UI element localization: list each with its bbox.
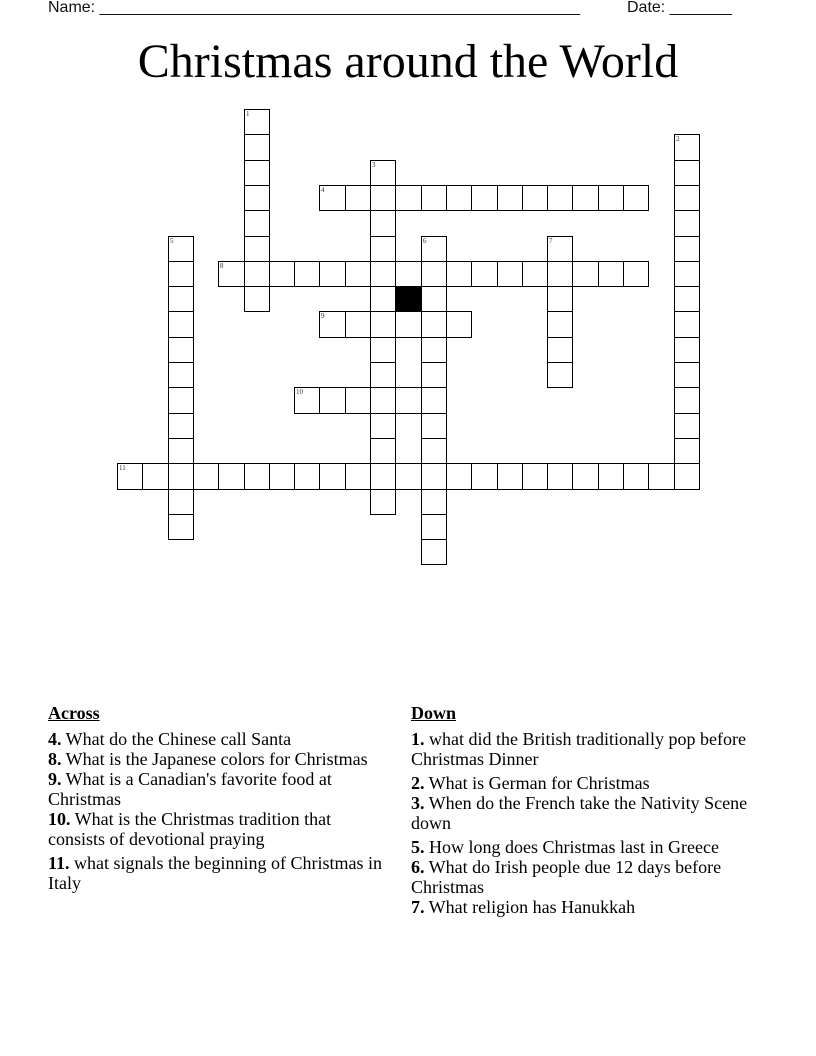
- crossword-cell[interactable]: [244, 134, 270, 161]
- crossword-cell[interactable]: [421, 438, 447, 464]
- crossword-cell[interactable]: [244, 286, 270, 312]
- crossword-cell[interactable]: [471, 185, 498, 211]
- crossword-cell[interactable]: [674, 413, 700, 439]
- crossword-cell[interactable]: [674, 362, 700, 388]
- crossword-cell[interactable]: [370, 261, 396, 287]
- clue-text: what did the British traditionally pop before Christmas Dinner: [411, 729, 746, 769]
- crossword-cell[interactable]: [168, 387, 194, 414]
- crossword-cell[interactable]: [244, 261, 270, 287]
- crossword-cell[interactable]: [168, 311, 194, 338]
- down-clue: [411, 857, 751, 897]
- clue-text: what signals the beginning of Christmas in Italy: [48, 853, 382, 893]
- crossword-cell[interactable]: [623, 261, 649, 287]
- crossword-cell[interactable]: [345, 387, 371, 414]
- crossword-cell[interactable]: [674, 463, 700, 490]
- crossword-cell[interactable]: [547, 286, 573, 312]
- crossword-cell[interactable]: [345, 261, 371, 287]
- crossword-cell[interactable]: [168, 286, 194, 312]
- crossword-cell[interactable]: [674, 438, 700, 464]
- crossword-cell[interactable]: [395, 185, 422, 211]
- crossword-cell[interactable]: [674, 160, 700, 186]
- clue-text: What do Irish people due 12 days before Christmas: [411, 857, 722, 897]
- crossword-cell[interactable]: [446, 311, 472, 338]
- crossword-cell[interactable]: [547, 337, 573, 363]
- crossword-cell[interactable]: [674, 337, 700, 363]
- clue-text: What religion has Hanukkah: [424, 897, 636, 917]
- clue-number-label: 9: [321, 312, 325, 320]
- crossword-cell[interactable]: [674, 236, 700, 262]
- page-title: Christmas around the World: [137, 35, 679, 88]
- worksheet-header: [48, 0, 744, 21]
- clue-text: What is German for Christmas: [424, 773, 650, 793]
- crossword-cell[interactable]: [244, 463, 270, 490]
- crossword-cell[interactable]: [446, 261, 472, 287]
- clue-number: 5.: [411, 837, 425, 857]
- across-clue: [48, 729, 388, 749]
- crossword-cell[interactable]: [471, 463, 498, 490]
- crossword-cell[interactable]: [648, 463, 675, 490]
- crossword-cell[interactable]: [294, 463, 320, 490]
- clue-number: 7.: [411, 897, 425, 917]
- clue-number-label: 5: [170, 237, 174, 245]
- crossword-cell[interactable]: [168, 362, 194, 388]
- clue-text: What do the Chinese call Santa: [61, 729, 292, 749]
- crossword-cell[interactable]: [370, 413, 396, 439]
- crossword-cell[interactable]: [395, 463, 422, 490]
- crossword-cell[interactable]: [674, 185, 700, 211]
- clue-number: 8.: [48, 749, 62, 769]
- clue-number: 3.: [411, 793, 425, 813]
- crossword-cell[interactable]: [446, 463, 472, 490]
- crossword-cell[interactable]: [168, 514, 194, 540]
- clue-number: 6.: [411, 857, 425, 877]
- crossword-cell[interactable]: [522, 185, 548, 211]
- name-field-label: Name: ______________________________________________________: [48, 0, 581, 16]
- crossword-cell[interactable]: [421, 489, 447, 515]
- clue-number-label: 8: [220, 262, 224, 270]
- crossword-cell[interactable]: [421, 362, 447, 388]
- clue-text: What is the Japanese colors for Christmas: [61, 749, 368, 769]
- crossword-cell[interactable]: [623, 463, 649, 490]
- crossword-cell[interactable]: [168, 261, 194, 287]
- crossword-cell[interactable]: [421, 311, 447, 338]
- crossword-cell[interactable]: [471, 261, 498, 287]
- crossword-cell[interactable]: [319, 463, 346, 490]
- clue-number-label: 3: [372, 161, 376, 169]
- clue-number: 10.: [48, 809, 71, 829]
- crossword-cell[interactable]: [168, 438, 194, 464]
- crossword-cell[interactable]: [497, 463, 523, 490]
- clue-text: What is the Christmas tradition that consists of devotional praying: [48, 809, 332, 849]
- crossword-cell[interactable]: [547, 463, 573, 490]
- crossword-cell[interactable]: [446, 185, 472, 211]
- crossword-cell[interactable]: [674, 387, 700, 414]
- crossword-cell[interactable]: [370, 463, 396, 490]
- clue-number-label: 7: [549, 237, 553, 245]
- crossword-cell[interactable]: [244, 210, 270, 237]
- crossword-cell[interactable]: [421, 413, 447, 439]
- crossword-cell[interactable]: [547, 261, 573, 287]
- across-heading: Across: [48, 703, 100, 723]
- clue-number-label: 4: [321, 186, 325, 194]
- crossword-cell[interactable]: [244, 185, 270, 211]
- crossword-cell[interactable]: [168, 463, 194, 490]
- crossword-cell[interactable]: [370, 387, 396, 414]
- black-square: [395, 286, 422, 312]
- crossword-cell[interactable]: [674, 286, 700, 312]
- crossword-cell[interactable]: [319, 261, 346, 287]
- crossword-cell[interactable]: [421, 337, 447, 363]
- across-clue: [48, 809, 388, 849]
- crossword-cell[interactable]: [421, 387, 447, 414]
- crossword-cell[interactable]: [345, 311, 371, 338]
- crossword-cell[interactable]: [547, 362, 573, 388]
- crossword-cell[interactable]: [421, 185, 447, 211]
- clue-number: 1.: [411, 729, 425, 749]
- crossword-cell[interactable]: [421, 539, 447, 565]
- crossword-cell[interactable]: [294, 261, 320, 287]
- crossword-cell[interactable]: [547, 185, 573, 211]
- crossword-cell[interactable]: [497, 185, 523, 211]
- down-clue: [411, 897, 751, 917]
- clue-text: When do the French take the Nativity Scene down: [411, 793, 748, 833]
- clue-text: What is a Canadian's favorite food at Christmas: [48, 769, 332, 809]
- crossword-cell[interactable]: [497, 261, 523, 287]
- across-clue: [48, 749, 388, 769]
- crossword-cell[interactable]: [193, 463, 219, 490]
- clue-number-label: 2: [676, 135, 680, 143]
- crossword-cell[interactable]: [168, 413, 194, 439]
- crossword-cell[interactable]: [345, 185, 371, 211]
- crossword-cell[interactable]: [572, 261, 599, 287]
- crossword-cell[interactable]: [269, 261, 295, 287]
- crossword-cell[interactable]: [168, 489, 194, 515]
- clue-number-label: 10: [296, 388, 303, 396]
- crossword-cell[interactable]: [547, 311, 573, 338]
- crossword-cell[interactable]: [370, 210, 396, 237]
- crossword-cell[interactable]: [395, 311, 422, 338]
- down-clues: [411, 703, 751, 917]
- date-field-label: Date: _______: [627, 0, 732, 16]
- crossword-cell[interactable]: [269, 463, 295, 490]
- crossword-cell[interactable]: [345, 463, 371, 490]
- crossword-cell[interactable]: [370, 362, 396, 388]
- clue-number-label: 1: [246, 110, 250, 118]
- crossword-cell[interactable]: [572, 185, 599, 211]
- across-clues: [48, 703, 388, 893]
- crossword-cell[interactable]: [421, 463, 447, 490]
- crossword-cell[interactable]: [674, 261, 700, 287]
- crossword-cell[interactable]: [572, 463, 599, 490]
- down-clue: [411, 729, 751, 769]
- crossword-cell[interactable]: [598, 261, 624, 287]
- crossword-cell[interactable]: [142, 463, 169, 490]
- crossword-cell[interactable]: [370, 185, 396, 211]
- clue-number: 4.: [48, 729, 62, 749]
- down-clue: [411, 837, 751, 857]
- crossword-cell[interactable]: [370, 337, 396, 363]
- crossword-cell[interactable]: [168, 337, 194, 363]
- crossword-cell[interactable]: [522, 463, 548, 490]
- across-clue: [48, 769, 388, 809]
- crossword-cell[interactable]: [522, 261, 548, 287]
- crossword-cell[interactable]: [421, 514, 447, 540]
- clue-number: 9.: [48, 769, 62, 789]
- down-clue: [411, 793, 751, 833]
- across-clue: [48, 853, 388, 893]
- clue-number: 2.: [411, 773, 425, 793]
- crossword-cell[interactable]: [244, 160, 270, 186]
- crossword-cell[interactable]: [319, 387, 346, 414]
- clue-number-label: 6: [423, 237, 427, 245]
- crossword-cell[interactable]: [598, 463, 624, 490]
- crossword-cell[interactable]: [395, 387, 422, 414]
- crossword-cell[interactable]: [598, 185, 624, 211]
- down-clue: [411, 773, 751, 793]
- crossword-cell[interactable]: [370, 236, 396, 262]
- crossword-cell[interactable]: [218, 463, 245, 490]
- crossword-cell[interactable]: [370, 438, 396, 464]
- crossword-cell[interactable]: [674, 210, 700, 237]
- clue-text: How long does Christmas last in Greece: [424, 837, 719, 857]
- down-heading: Down: [411, 703, 457, 723]
- crossword-cell[interactable]: [395, 261, 422, 287]
- crossword-cell[interactable]: [674, 311, 700, 338]
- crossword-cell[interactable]: [370, 489, 396, 515]
- clue-number-label: 11: [119, 464, 126, 472]
- crossword-cell[interactable]: [623, 185, 649, 211]
- crossword-cell[interactable]: [244, 236, 270, 262]
- crossword-cell[interactable]: [421, 261, 447, 287]
- crossword-cell[interactable]: [370, 286, 396, 312]
- crossword-cell[interactable]: [421, 286, 447, 312]
- crossword-cell[interactable]: [370, 311, 396, 338]
- clue-number: 11.: [48, 853, 70, 873]
